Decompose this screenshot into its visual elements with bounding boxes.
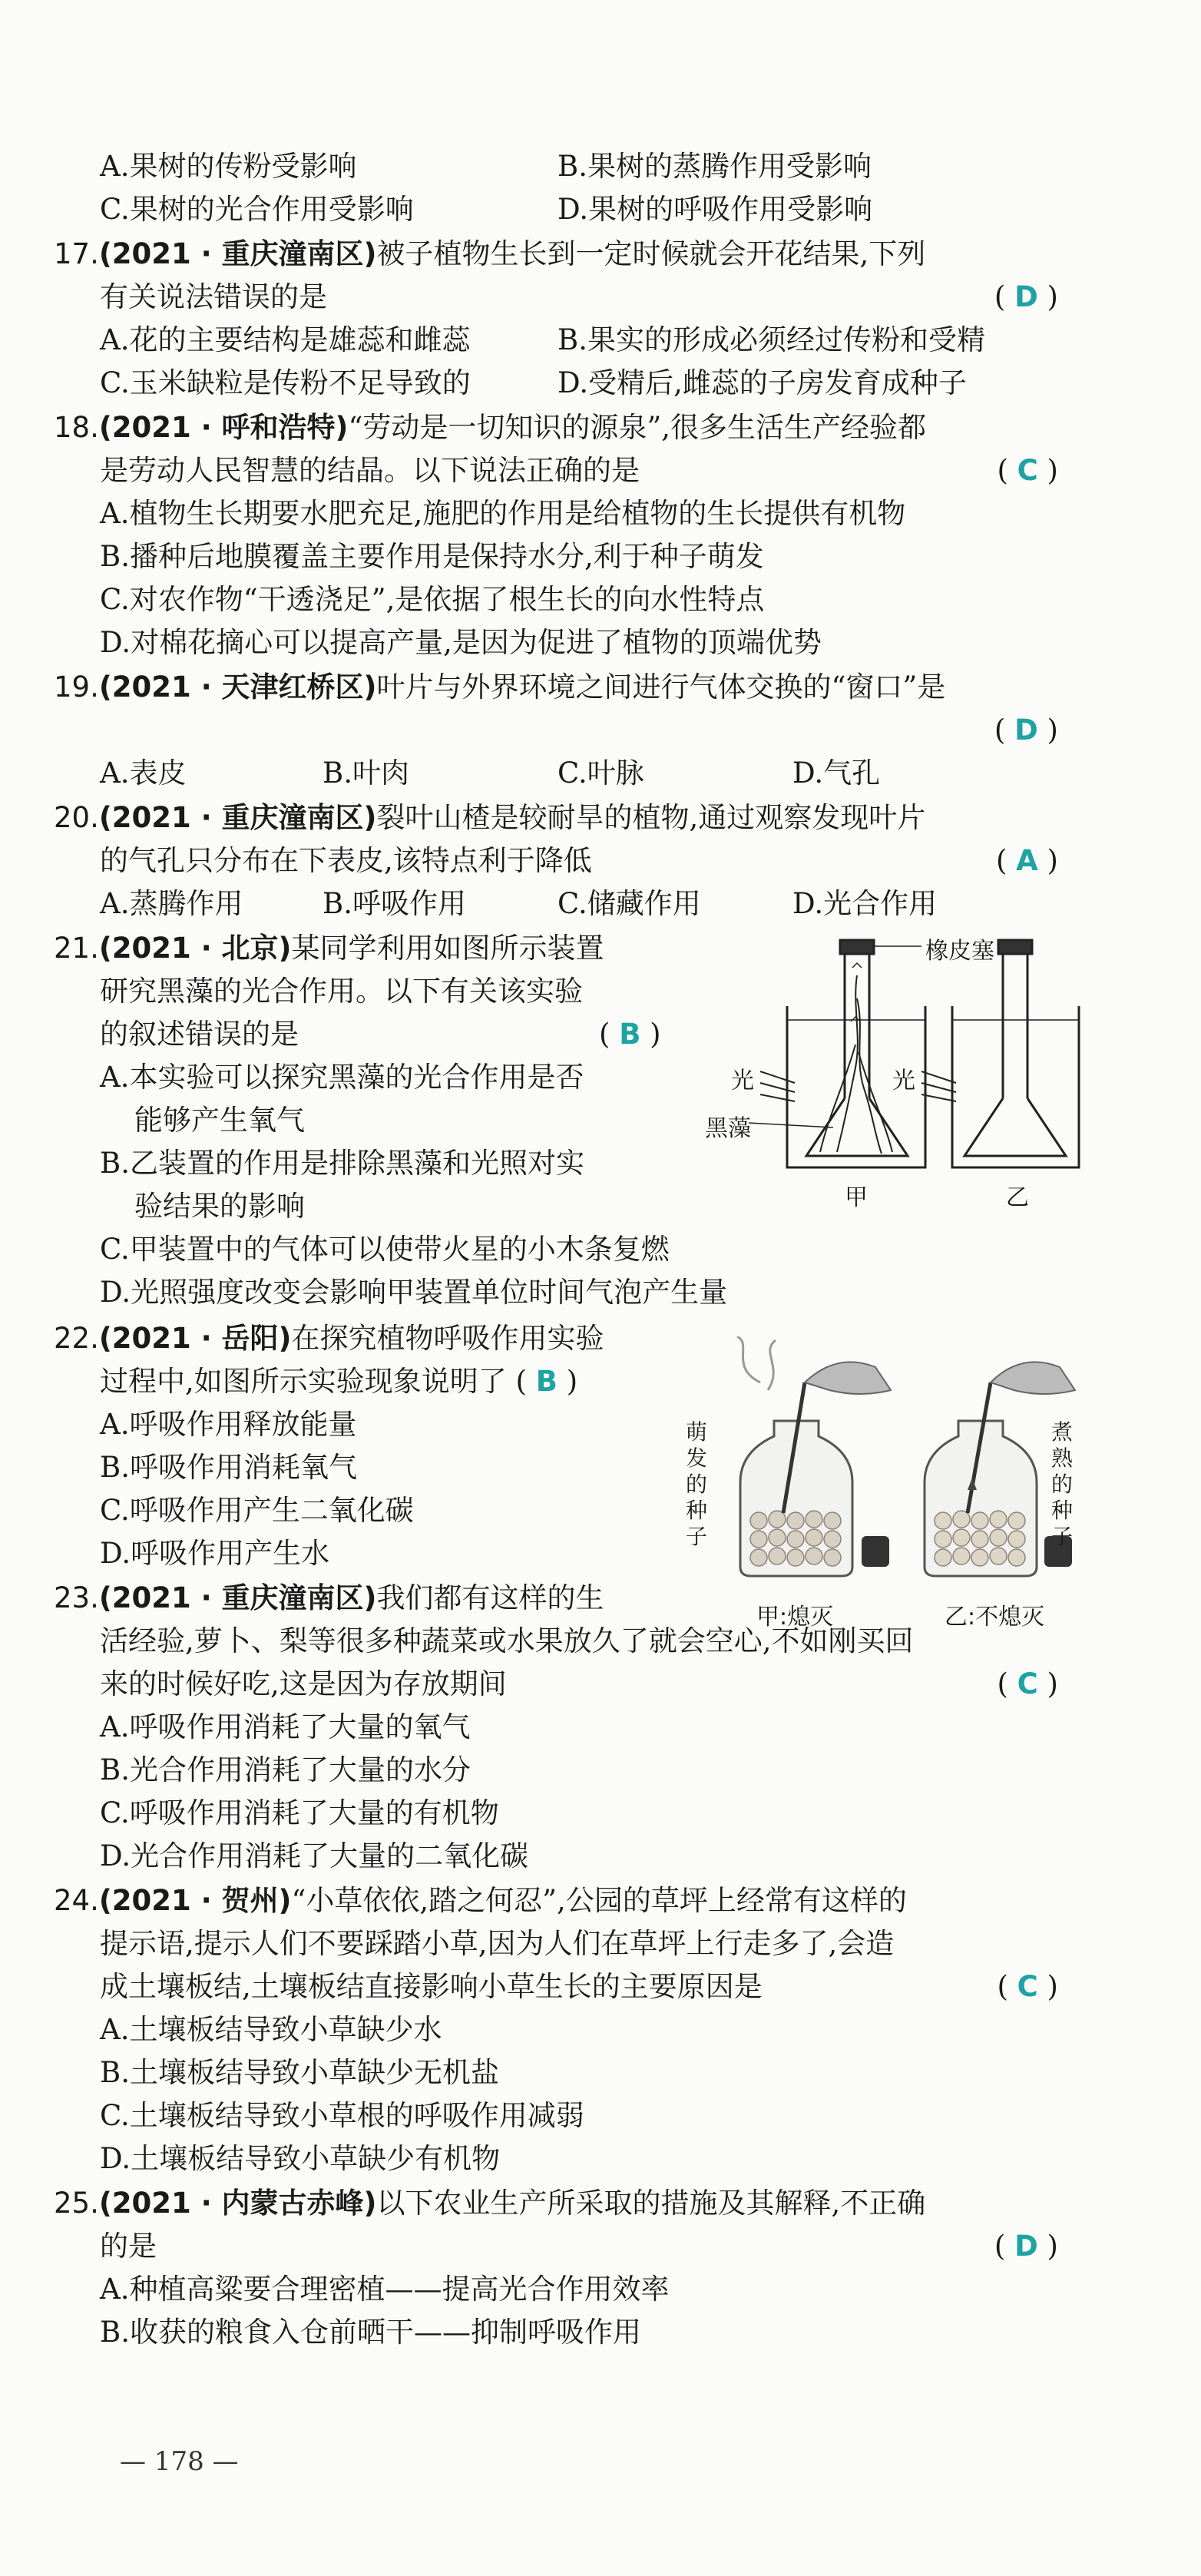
q16-option-c: C.果树的光合作用受影响 — [100, 193, 414, 226]
q21-stem-line2: 研究黑藻的光合作用。以下有关该实验 — [100, 975, 583, 1008]
q21-option-a-line2: 能够产生氧气 — [134, 1104, 305, 1137]
q18-answer: ( C ) — [997, 454, 1058, 487]
q24-option-b: B.土壤板结导致小草缺少无机盐 — [100, 2056, 499, 2089]
q21-number: 21. — [54, 932, 99, 965]
q19-stem-line1: 叶片与外界环境之间进行气体交换的“窗口”是 — [376, 670, 946, 704]
q16-option-a: A.果树的传粉受影响 — [100, 150, 357, 183]
right-seeds — [935, 1511, 1025, 1566]
q22-jars-figure — [714, 1336, 1090, 1590]
q25-stem-line1: 以下农业生产所采取的措施及其解释,不正确 — [376, 2187, 926, 2220]
q23-answer: ( C ) — [997, 1667, 1058, 1700]
q19-number: 19. — [54, 670, 99, 704]
q20-stem-line2: 的气孔只分布在下表皮,该特点利于降低 — [100, 844, 592, 877]
q22-option-b: B.呼吸作用消耗氧气 — [100, 1451, 357, 1484]
q23-stem — [54, 1579, 604, 1617]
q18-number: 18. — [54, 411, 99, 444]
q17-number: 17. — [54, 237, 99, 270]
q22-option-a: A.呼吸作用释放能量 — [100, 1408, 357, 1441]
q16-option-b: B.果树的蒸腾作用受影响 — [557, 150, 872, 183]
left-jar-label: 萌 发 的 种 子 — [685, 1419, 707, 1549]
q17-stem — [54, 235, 925, 273]
q25-option-a: A.种植高粱要合理密植——提高光合作用效率 — [100, 2273, 670, 2306]
q23-number: 23. — [54, 1581, 99, 1614]
right-jar-caption: 乙:不熄灭 — [945, 1604, 1045, 1631]
left-lid — [862, 1536, 889, 1567]
q24-option-a: A.土壤板结导致小草缺少水 — [100, 2013, 442, 2046]
q18-option-d: D.对棉花摘心可以提高产量,是因为促进了植物的顶端优势 — [100, 626, 822, 659]
q24-source: (2021 · 贺州) — [98, 1884, 292, 1917]
q20-option-d: D.光合作用 — [792, 887, 938, 920]
q21-option-c: C.甲装置中的气体可以使带火星的小木条复燃 — [100, 1233, 670, 1266]
right-jar-label: 煮 熟 的 种 子 — [1050, 1419, 1073, 1549]
q24-stem — [54, 1882, 907, 1920]
q25-option-b: B.收获的粮食入仓前晒干——抑制呼吸作用 — [100, 2316, 641, 2349]
q18-source: (2021 · 呼和浩特) — [98, 411, 349, 444]
q20-source: (2021 · 重庆潼南区) — [98, 801, 377, 834]
q20-answer: ( A ) — [995, 844, 1058, 877]
smoke-lines — [737, 1336, 776, 1390]
q24-stem-line1: “小草依依,踏之何忍”,公园的草坪上经常有这样的 — [291, 1884, 907, 1917]
q21-source: (2021 · 北京) — [98, 932, 292, 965]
q22-option-c: C.呼吸作用产生二氧化碳 — [100, 1494, 414, 1527]
q25-stem — [54, 2184, 925, 2223]
q21-stem — [54, 929, 604, 968]
q17-option-c: C.玉米缺粒是传粉不足导致的 — [100, 366, 471, 399]
left-seeds — [750, 1511, 841, 1566]
q19-option-b: B.叶肉 — [323, 757, 409, 790]
yi-beaker — [952, 940, 1079, 1167]
q19-option-d: D.气孔 — [792, 757, 881, 790]
q22-stem-line1: 在探究植物呼吸作用实验 — [291, 1322, 604, 1355]
q21-option-b-line2: 验结果的影响 — [134, 1190, 305, 1223]
q17-option-d: D.受精后,雌蕊的子房发育成种子 — [557, 366, 967, 399]
q20-stem — [54, 799, 925, 837]
q21-stem-line3: 的叙述错误的是 — [100, 1018, 299, 1051]
q23-option-b: B.光合作用消耗了大量的水分 — [100, 1753, 471, 1786]
left-hand — [805, 1362, 891, 1394]
q19-option-a: A.表皮 — [100, 757, 187, 790]
q18-option-c: C.对农作物“干透浇足”,是依据了根生长的向水性特点 — [100, 583, 765, 616]
q18-option-a: A.植物生长期要水肥充足,施肥的作用是给植物的生长提供有机物 — [100, 497, 906, 530]
q20-option-a: A.蒸腾作用 — [100, 887, 243, 920]
q18-stem-line2: 是劳动人民智慧的结晶。以下说法正确的是 — [100, 454, 640, 487]
q24-number: 24. — [54, 1884, 99, 1917]
q25-answer: ( D ) — [994, 2230, 1058, 2263]
q20-option-b: B.呼吸作用 — [323, 887, 466, 920]
left-jar-caption: 甲:熄灭 — [756, 1604, 834, 1631]
q22-answer: B — [535, 1365, 557, 1398]
algae-leader-line — [749, 1123, 833, 1127]
q24-stem-line3: 成土壤板结,土壤板结直接影响小草生长的主要原因是 — [100, 1970, 763, 2003]
q25-number: 25. — [54, 2187, 99, 2220]
q17-source: (2021 · 重庆潼南区) — [98, 237, 377, 270]
q21-option-a-line1: A.本实验可以探究黑藻的光合作用是否 — [100, 1061, 584, 1094]
q18-stem-line1: “劳动是一切知识的源泉”,很多生活生产经验都 — [348, 411, 927, 444]
jia-beaker — [787, 940, 925, 1167]
yi-label: 乙 — [1006, 1184, 1029, 1211]
q23-source: (2021 · 重庆潼南区) — [98, 1581, 377, 1614]
q20-stem-line1: 裂叶山楂是较耐旱的植物,通过观察发现叶片 — [376, 801, 926, 834]
q19-stem — [54, 668, 945, 707]
q17-option-b: B.果实的形成必须经过传粉和受精 — [557, 323, 985, 356]
q23-option-c: C.呼吸作用消耗了大量的有机物 — [100, 1796, 499, 1829]
q23-stem-line1: 我们都有这样的生 — [376, 1581, 604, 1614]
q18-option-b: B.播种后地膜覆盖主要作用是保持水分,利于种子萌发 — [100, 540, 764, 573]
q16-option-d: D.果树的呼吸作用受影响 — [557, 193, 873, 226]
light-label-yi: 光 — [892, 1068, 915, 1094]
algae-label: 黑藻 — [705, 1115, 751, 1142]
q20-option-c: C.储藏作用 — [557, 887, 701, 920]
q17-answer: ( D ) — [994, 280, 1058, 313]
q19-source: (2021 · 天津红桥区) — [98, 670, 377, 704]
q22-number: 22. — [54, 1322, 99, 1355]
q23-stem-line2: 活经验,萝卜、梨等很多种蔬菜或水果放久了就会空心,不如刚买回 — [100, 1624, 914, 1657]
q24-option-d: D.土壤板结导致小草缺少有机物 — [100, 2142, 501, 2175]
q19-answer: ( D ) — [994, 714, 1058, 747]
light-arrows-yi — [921, 1071, 956, 1101]
q22-stem — [54, 1319, 604, 1358]
q25-stem-line2: 的是 — [100, 2230, 157, 2263]
q22-option-d: D.呼吸作用产生水 — [100, 1537, 330, 1570]
q23-option-d: D.光合作用消耗了大量的二氧化碳 — [100, 1839, 529, 1872]
q23-stem-line3: 来的时候好吃,这是因为存放期间 — [100, 1667, 507, 1700]
q18-stem — [54, 409, 926, 447]
q20-number: 20. — [54, 801, 99, 834]
q21-stem-line1: 某同学利用如图所示装置 — [291, 932, 604, 965]
light-label-jia: 光 — [731, 1068, 754, 1094]
q22-source: (2021 · 岳阳) — [98, 1322, 292, 1355]
q21-option-d: D.光照强度改变会影响甲装置单位时间气泡产生量 — [100, 1276, 728, 1309]
q24-option-c: C.土壤板结导致小草根的呼吸作用减弱 — [100, 2099, 584, 2132]
q17-option-a: A.花的主要结构是雄蕊和雌蕊 — [100, 323, 471, 356]
stopper-label: 橡皮塞 — [925, 938, 994, 965]
q24-answer: ( C ) — [997, 1970, 1058, 2003]
q25-source: (2021 · 内蒙古赤峰) — [98, 2187, 377, 2220]
q23-option-a: A.呼吸作用消耗了大量的氧气 — [100, 1710, 471, 1743]
jia-label: 甲 — [845, 1184, 868, 1211]
q17-stem-line2: 有关说法错误的是 — [100, 280, 327, 313]
q22-stem-line2: 过程中,如图所示实验现象说明了 ( B ) — [100, 1365, 578, 1398]
q17-stem-line1: 被子植物生长到一定时候就会开花结果,下列 — [376, 237, 926, 270]
q21-option-b-line1: B.乙装置的作用是排除黑藻和光照对实 — [100, 1147, 584, 1180]
right-hand — [991, 1362, 1075, 1394]
q24-stem-line2: 提示语,提示人们不要踩踏小草,因为人们在草坪上行走多了,会造 — [100, 1927, 895, 1960]
light-arrows-jia — [760, 1071, 795, 1101]
q19-option-c: C.叶脉 — [557, 757, 644, 790]
page-number: — 178 — — [120, 2446, 239, 2477]
q21-answer: ( B ) — [599, 1018, 661, 1051]
